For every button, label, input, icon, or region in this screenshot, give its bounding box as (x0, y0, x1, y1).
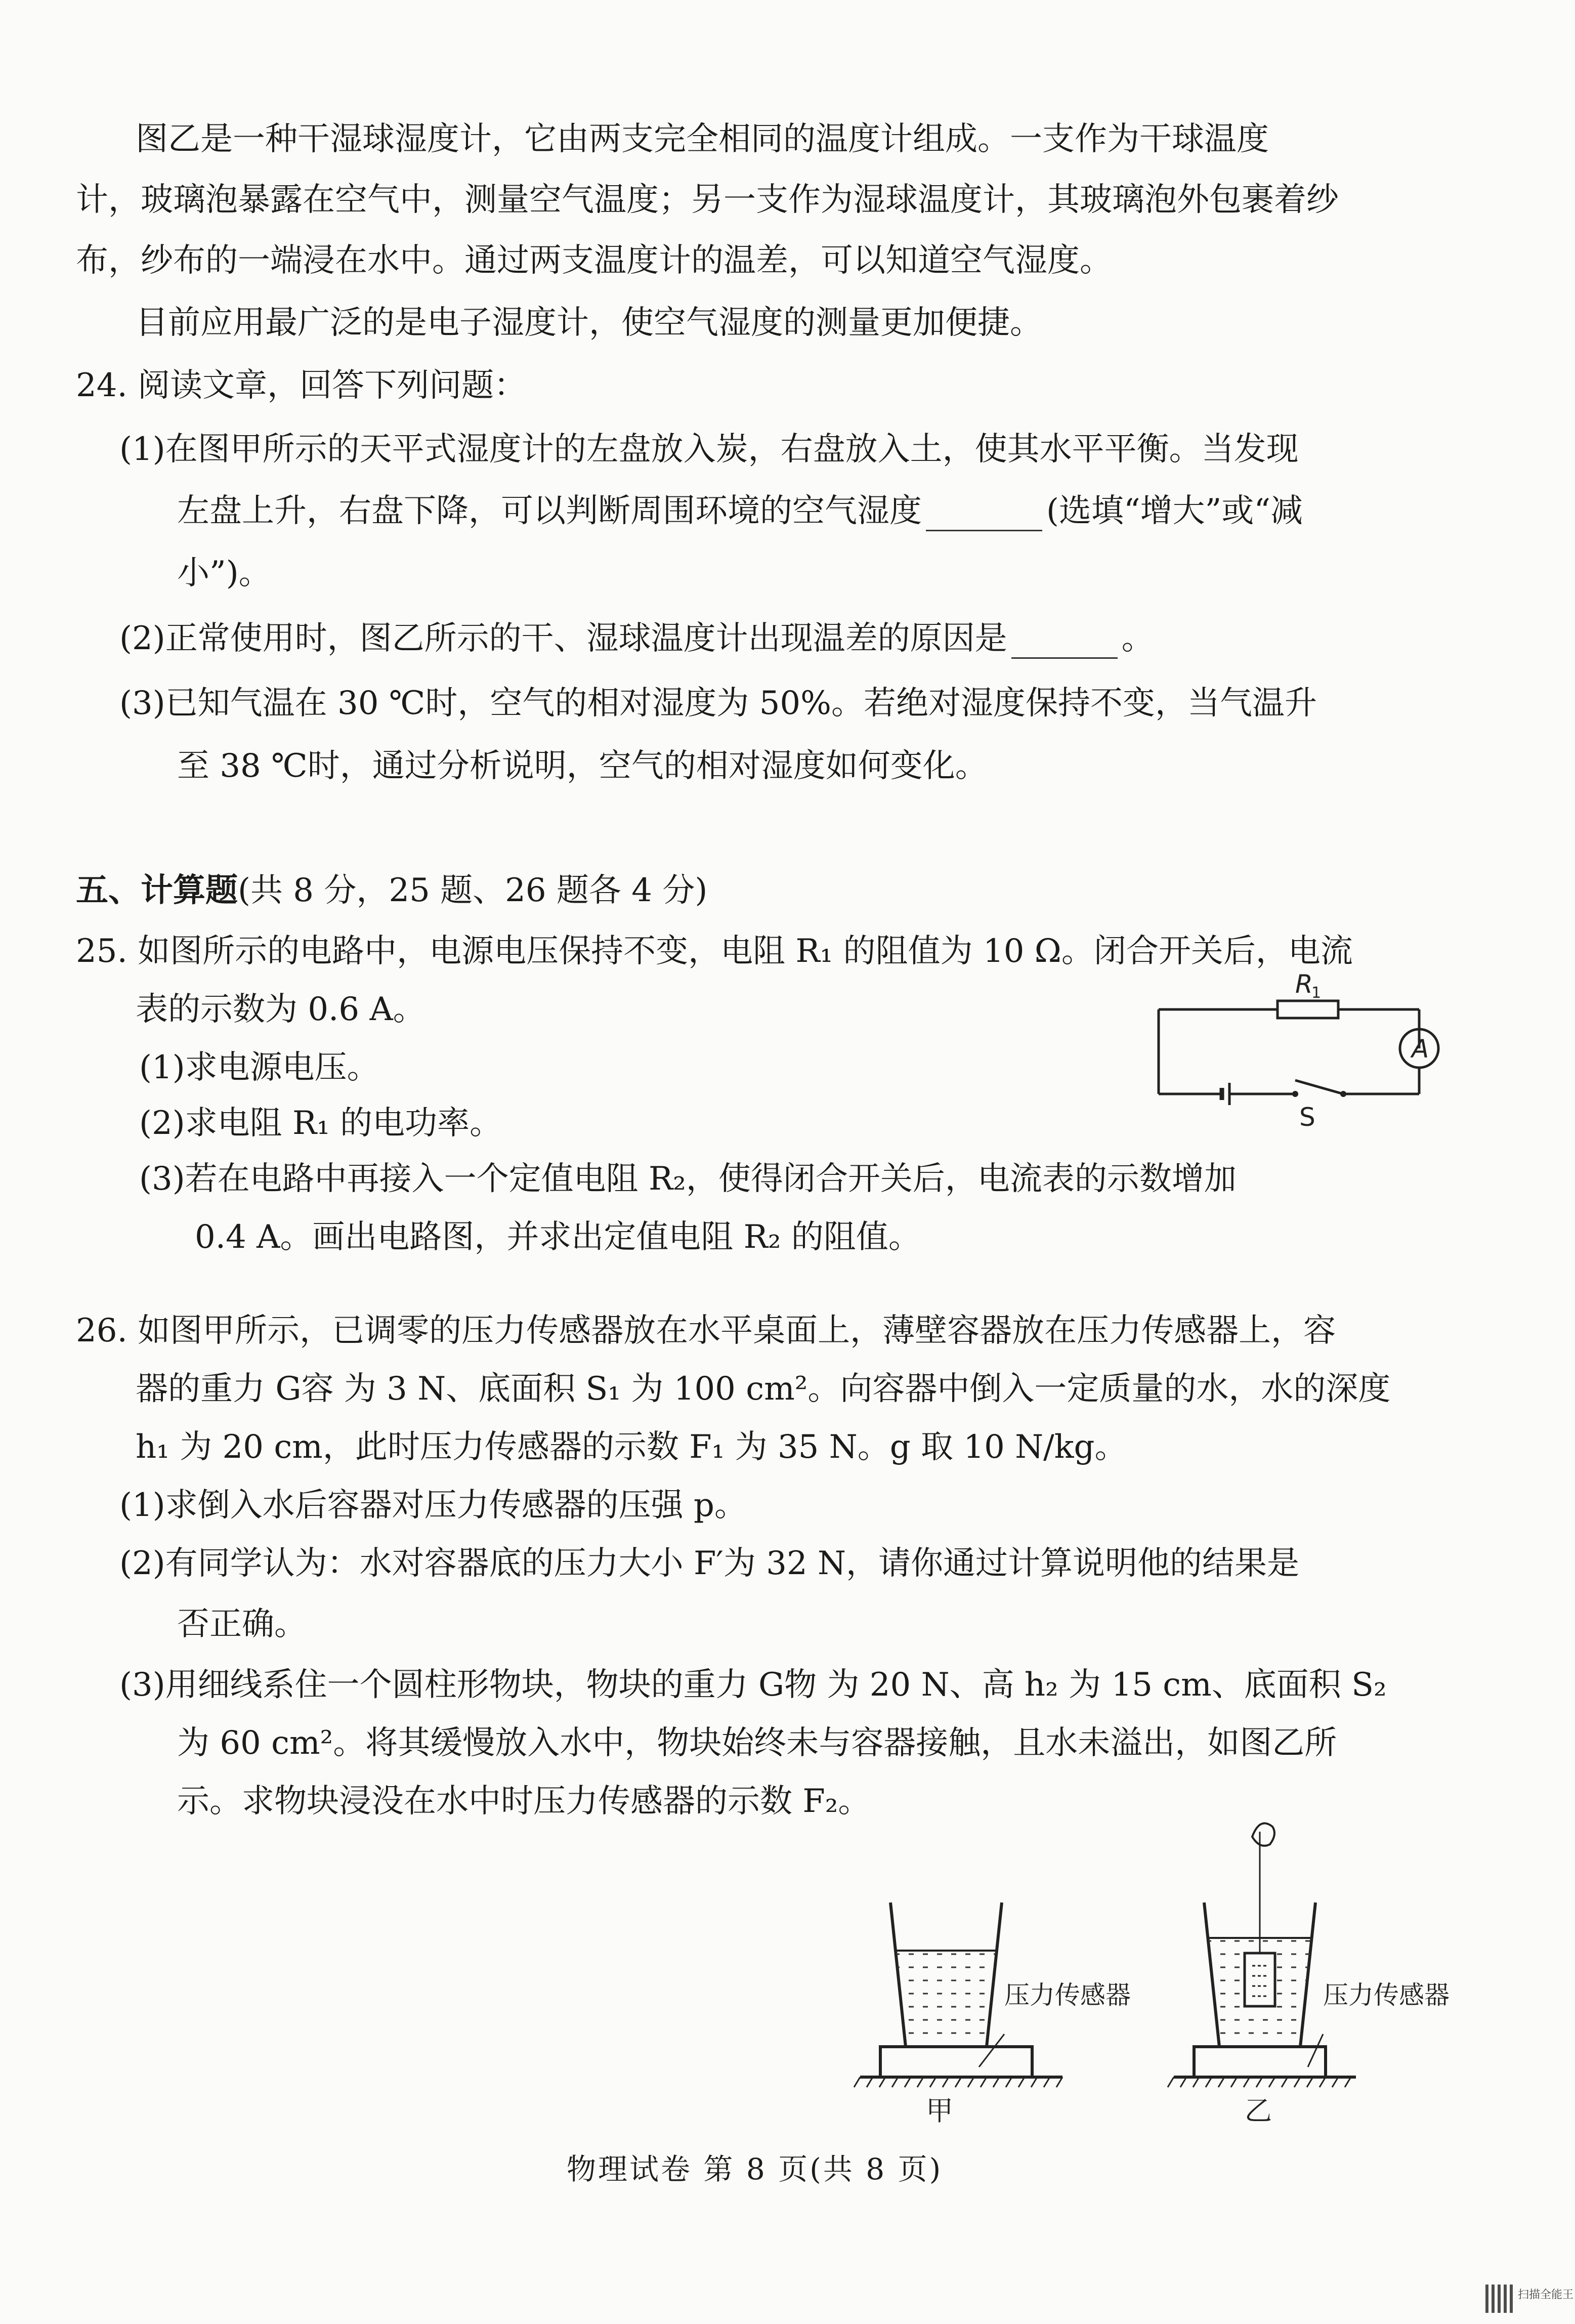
question-26-part3-line3: 示。求物块浸没在水中时压力传感器的示数 F₂。 (177, 1783, 871, 1820)
sensor-label-a: 压力传感器 (1004, 1980, 1131, 2010)
question-24-part3-line2: 至 38 ℃时，通过分析说明，空气的相对湿度如何变化。 (177, 747, 988, 785)
qr-code-icon (1485, 2285, 1514, 2313)
page-footer: 物理试卷 第 8 页(共 8 页) (567, 2152, 943, 2186)
question-25-stem-line2: 表的示数为 0.6 A。 (136, 991, 425, 1028)
hand-icon (1252, 1823, 1274, 1846)
switch-icon (1295, 1080, 1343, 1094)
question-text: (选填“增大”或“减 (1046, 492, 1303, 530)
cylinder-block (1245, 1953, 1275, 2006)
question-24-part1: (1)在图甲所示的天平式湿度计的左盘放入炭，右盘放入土，使其水平平衡。当发现 (119, 431, 1299, 468)
question-26-stem: 26. 如图甲所示，已调零的压力传感器放在水平桌面上，薄壁容器放在压力传感器上，容 (76, 1312, 1336, 1349)
question-text: (2)正常使用时，图乙所示的干、湿球温度计出现温差的原因是 (119, 620, 1007, 657)
resistor-r1 (1278, 1001, 1338, 1018)
section-note: (共 8 分，25 题、26 题各 4 分) (238, 872, 708, 909)
question-26-part1: (1)求倒入水后容器对压力传感器的压强 p。 (119, 1487, 747, 1524)
watermark: 扫描全能王 (1518, 2289, 1574, 2301)
question-text: 。 (1121, 620, 1154, 657)
question-24-part1-line3: 小”)。 (177, 555, 271, 592)
container-figures (850, 1816, 1503, 2130)
question-24-stem: 24. 阅读文章，回答下列问题： (76, 367, 527, 404)
question-25-stem: 25. 如图所示的电路中，电源电压保持不变，电阻 R₁ 的阻值为 10 Ω。闭合开关后，电流 (76, 933, 1353, 970)
question-26-part2: (2)有同学认为：水对容器底的压力大小 F′为 32 N，请你通过计算说明他的结果是 (119, 1545, 1300, 1582)
question-24-part1-line2 (177, 491, 1303, 531)
question-25-part3-line2: 0.4 A。画出电路图，并求出定值电阻 R₂ 的阻值。 (195, 1218, 921, 1256)
passage-line: 图乙是一种干湿球湿度计，它由两支完全相同的温度计组成。一支作为干球温度 (136, 120, 1269, 158)
figure-b (1168, 1823, 1450, 2127)
question-26-part3-line2: 为 60 cm²。将其缓慢放入水中，物块始终未与容器接触，且水未溢出，如图乙所 (177, 1724, 1337, 1762)
caption-b: 乙 (1245, 2095, 1272, 2127)
question-25-part3: (3)若在电路中再接入一个定值电阻 R₂，使得闭合开关后，电流表的示数增加 (139, 1160, 1237, 1198)
sensor-label-b: 压力传感器 (1323, 1980, 1450, 2010)
question-26-stem-line2: 器的重力 G容 为 3 N、底面积 S₁ 为 100 cm²。向容器中倒入一定质量的水，水的深度 (136, 1370, 1391, 1408)
answer-blank[interactable] (1011, 627, 1118, 659)
answer-blank[interactable] (926, 499, 1042, 531)
question-24-part3: (3)已知气温在 30 ℃时，空气的相对湿度为 50%。若绝对湿度保持不变，当气温升 (119, 685, 1317, 722)
passage-line: 计，玻璃泡暴露在空气中，测量空气温度；另一支作为湿球温度计，其玻璃泡外包裹着纱 (76, 181, 1339, 219)
question-25-part1: (1)求电源电压。 (139, 1049, 379, 1086)
question-25-part2: (2)求电阻 R₁ 的电功率。 (139, 1105, 502, 1142)
caption-a: 甲 (926, 2095, 953, 2127)
ammeter-label: A (1412, 1034, 1429, 1064)
switch-label: S (1299, 1103, 1315, 1128)
figure-a (854, 1903, 1131, 2127)
section-title: 五、计算题 (76, 872, 238, 909)
question-26-stem-line3: h₁ 为 20 cm，此时压力传感器的示数 F₁ 为 35 N。g 取 10 N/kg。 (136, 1428, 1127, 1466)
question-26-part3: (3)用细线系住一个圆柱形物块，物块的重力 G物 为 20 N、高 h₂ 为 15 cm、底面积 S₂ (119, 1666, 1387, 1704)
passage-line: 布，纱布的一端浸在水中。通过两支温度计的温差，可以知道空气湿度。 (76, 242, 1112, 279)
r1-label: R (1295, 969, 1313, 999)
question-24-part2 (119, 618, 1154, 659)
circuit-diagram (1148, 961, 1462, 1128)
passage-line: 目前应用最广泛的是电子湿度计，使空气湿度的测量更加便捷。 (136, 304, 1042, 342)
question-text: 左盘上升，右盘下降，可以判断周围环境的空气湿度 (177, 492, 922, 530)
question-26-part2-line2: 否正确。 (177, 1605, 307, 1643)
r1-label-subscript: 1 (1311, 984, 1322, 1002)
section-heading (76, 870, 707, 911)
